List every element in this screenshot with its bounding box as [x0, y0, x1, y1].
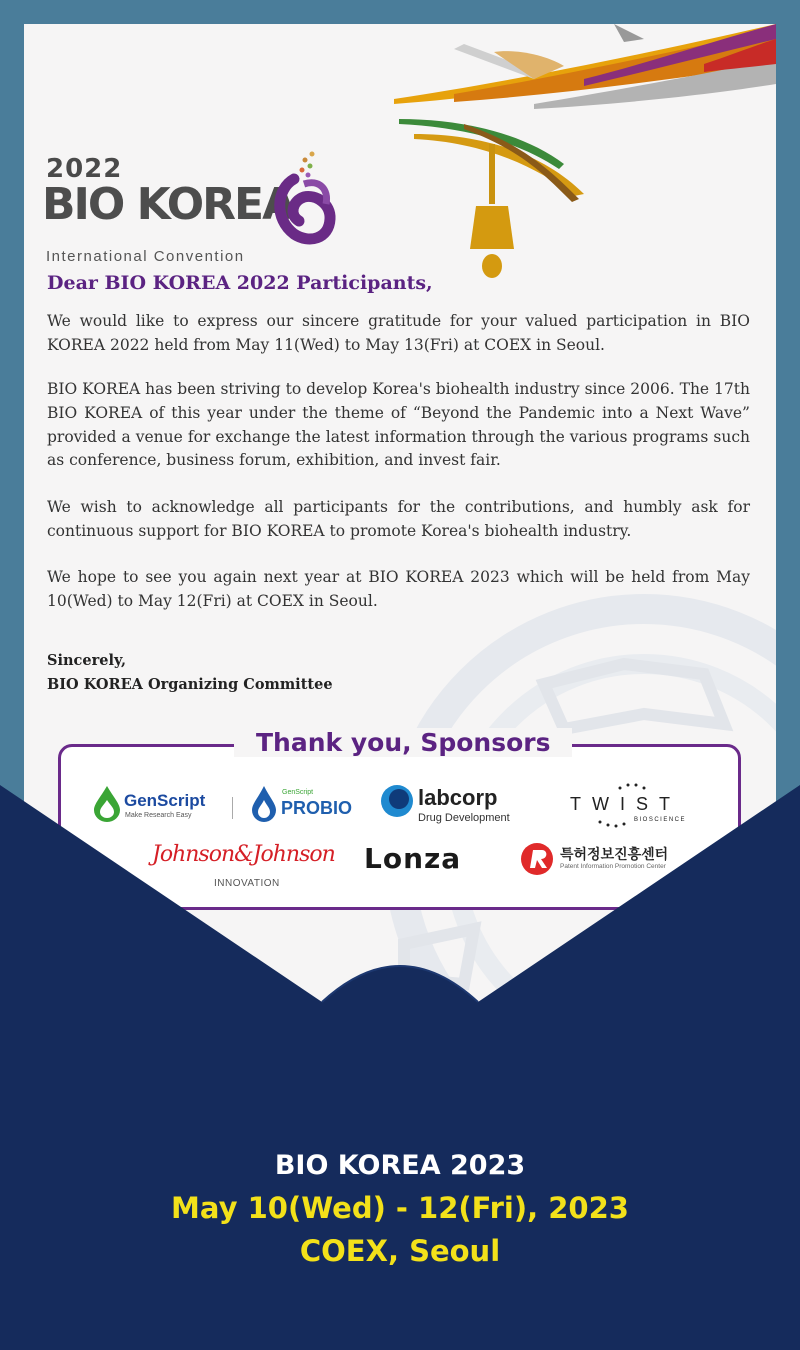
footer-dates: May 10(Wed) - 12(Fri), 2023	[171, 1191, 629, 1225]
twist-sub: BIOSCIENCE	[634, 817, 687, 823]
jnj-sub: INNOVATION	[214, 878, 280, 889]
labcorp-name: labcorp	[418, 785, 498, 810]
genscript-name: GenScript	[124, 791, 206, 810]
labcorp-sub: Drug Development	[418, 812, 510, 824]
closing: Sincerely,	[47, 652, 127, 669]
signature: BIO KOREA Organizing Committee	[47, 676, 333, 693]
kipa-name: 특허정보진흥센터	[560, 847, 669, 863]
logo-name: BIO KOREA	[42, 179, 295, 230]
logo-subtitle: International Convention	[46, 248, 245, 265]
paragraph-3: We wish to acknowledge all participants for the contributions, and humbly ask for continuous support for BIO KOREA to promote Korea's biohealth industry.	[47, 498, 750, 540]
probio-name: PROBIO	[281, 798, 353, 818]
jnj-name: Johnson&Johnson	[152, 842, 335, 867]
event-footer	[0, 1145, 800, 1273]
paragraph-4: We hope to see you again next year at BIO KOREA 2023 which will be held from May 10(Wed) to May 12(Fri) at COEX in Seoul.	[47, 568, 750, 610]
paragraph-2: BIO KOREA has been striving to develop Korea's biohealth industry since 2006. The 17th BIO KOREA of this year under the theme of “Beyond the Pandemic into a Next Wave” provided a venue for exchange the latest information through the various programs such as conference, business forum, exhibition, and invest fair.	[47, 380, 750, 470]
greeting: Dear BIO KOREA 2022 Participants,	[47, 272, 433, 294]
genscript-tagline: Make Research Easy	[125, 812, 192, 819]
footer-event: BIO KOREA 2023	[274, 1150, 526, 1181]
footer-venue: COEX, Seoul	[299, 1234, 501, 1268]
probio-top: GenScript	[282, 789, 314, 796]
paragraph-1: We would like to express our sincere gratitude for your valued participation in BIO KOREA 2022 held from May 11(Wed) to May 13(Fri) at COEX in Seoul.	[47, 312, 750, 354]
kipa-sub: Patent Information Promotion Center	[560, 863, 666, 870]
twist-name: TWIST	[570, 794, 681, 814]
sponsors-title: Thank you, Sponsors	[234, 728, 572, 757]
sponsor-lonza[interactable]: Lonza	[364, 842, 462, 875]
logo-year: 2022	[46, 154, 123, 184]
